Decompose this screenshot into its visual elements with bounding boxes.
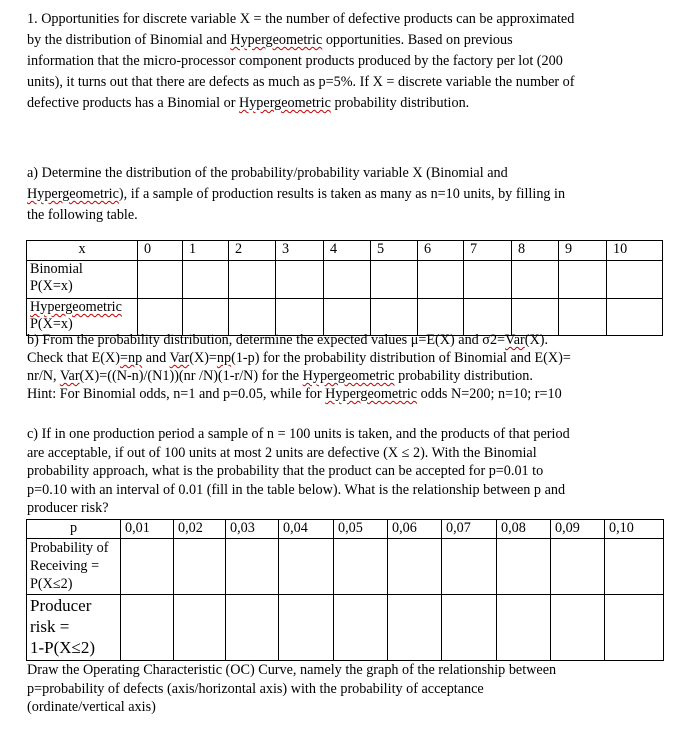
table-cell[interactable] [442, 539, 497, 595]
table-cell[interactable] [183, 261, 229, 299]
table1-col-8: 8 [512, 241, 559, 261]
qc-line-3: probability approach, what is the probability that the product can be accepted for p=0.01 to [27, 463, 544, 479]
qb-line-2 [27, 349, 655, 367]
qb-line-4c: odds N=200; n=10; r=10 [417, 386, 562, 402]
table1-row-hypergeometric [27, 299, 663, 336]
hypergeometric-label-line-2: P(X=x) [30, 316, 73, 332]
table-cell[interactable] [276, 261, 324, 299]
table2-row-producer-risk [27, 595, 664, 661]
oc-table [26, 519, 664, 661]
qd-line-3: (ordinate/vertical axis) [27, 699, 156, 715]
qc-line-4: p=0.10 with an interval of 0.01 (fill in the table below). What is the relationship between p and [27, 481, 566, 498]
table-cell[interactable] [229, 299, 276, 336]
table1-col-5: 5 [371, 241, 418, 261]
table-cell[interactable] [174, 595, 226, 661]
q1-hypergeometric-1: Hypergeometric [230, 32, 323, 48]
table-cell[interactable] [607, 299, 663, 336]
qc-line-1: c) If in one production period a sample of n = 100 units is taken, and the products of that period [27, 426, 570, 442]
table-cell[interactable] [226, 595, 279, 661]
table-cell[interactable] [464, 261, 512, 299]
table2-col-5: 0,05 [334, 520, 388, 539]
table1-col-4: 4 [324, 241, 371, 261]
table2-row-probability [27, 539, 664, 595]
prob-label-line-3: P(X≤2) [30, 576, 73, 592]
q1-line-3: information that the micro-processor component products produced by the factory per lot (200 [27, 53, 563, 69]
prob-label-line-2: Receiving = [30, 558, 100, 574]
qc-line-5: producer risk? [27, 500, 109, 516]
table2-col-1: 0,01 [121, 520, 174, 539]
table-cell[interactable] [121, 595, 174, 661]
table-cell[interactable] [226, 539, 279, 595]
table2-col-7: 0,07 [442, 520, 497, 539]
qb-line-1 [27, 331, 655, 349]
table-cell[interactable] [138, 299, 183, 336]
table-cell[interactable] [551, 595, 605, 661]
q1-line-5 [27, 93, 655, 114]
qd-line-1: Draw the Operating Characteristic (OC) Curve, namely the graph of the relationship between [27, 662, 557, 678]
table2-header-label: p [27, 520, 121, 539]
qd-line-2: p=probability of defects (axis/horizontal axis) with the probability of acceptance [27, 680, 484, 697]
table-cell[interactable] [388, 539, 442, 595]
table-cell[interactable] [605, 595, 664, 661]
table-cell[interactable] [512, 261, 559, 299]
table-cell[interactable] [183, 299, 229, 336]
table1-col-1: 1 [183, 241, 229, 261]
binomial-label-line-1: Binomial [30, 261, 83, 277]
prob-label-line-1: Probability of [30, 540, 109, 556]
table2-probability-label [27, 539, 121, 595]
table1-col-0: 0 [138, 241, 183, 261]
table-cell[interactable] [138, 261, 183, 299]
qc-line-2: are acceptable, if out of 100 units at most 2 units are defective (X ≤ 2). With the Binomial [27, 444, 537, 461]
table1-col-9: 9 [559, 241, 607, 261]
table1-col-7: 7 [464, 241, 512, 261]
qb-var-2: Var [169, 350, 190, 366]
table-cell[interactable] [497, 539, 551, 595]
qb-line-2c: and [142, 350, 170, 366]
table1-binomial-label [27, 261, 138, 299]
qa-line-3: the following table. [27, 207, 138, 223]
table-cell[interactable] [334, 539, 388, 595]
table2-col-10: 0,10 [605, 520, 664, 539]
table-cell[interactable] [497, 595, 551, 661]
table-cell[interactable] [607, 261, 663, 299]
table-cell[interactable] [551, 539, 605, 595]
risk-label-line-2: risk = [30, 617, 70, 636]
table-cell[interactable] [559, 299, 607, 336]
table1-header-row [27, 241, 663, 261]
table1-col-10: 10 [607, 241, 663, 261]
table1-col-2: 2 [229, 241, 276, 261]
qb-line-4a: Hint: For Binomial odds, n=1 and p=0.05, while for [27, 386, 326, 402]
qb-hypergeometric-1: Hypergeometric [302, 368, 395, 384]
table-cell[interactable] [464, 299, 512, 336]
qb-var-1: Var [505, 332, 525, 348]
table-cell[interactable] [605, 539, 664, 595]
q1-line-2c: opportunities. Based on previous [322, 32, 513, 48]
table-cell[interactable] [559, 261, 607, 299]
table2-producer-risk-label [27, 595, 121, 661]
table-cell[interactable] [279, 595, 334, 661]
table-cell[interactable] [371, 299, 418, 336]
q1-line-4: units), it turns out that there are defects as much as p=5%. If X = discrete variable the number of [27, 74, 575, 90]
table1-row-binomial [27, 261, 663, 299]
part-b-text [27, 331, 655, 403]
table-cell[interactable] [418, 261, 464, 299]
qa-line-2 [27, 184, 655, 205]
table-cell[interactable] [334, 595, 388, 661]
table-cell[interactable] [324, 299, 371, 336]
table-cell[interactable] [442, 595, 497, 661]
q1-line-2a: by the distribution of Binomial and [27, 32, 231, 48]
q1-line-2 [27, 30, 655, 51]
table-cell[interactable] [324, 261, 371, 299]
part-d-text [27, 661, 655, 717]
qb-np-2: np [216, 350, 232, 366]
table-cell[interactable] [279, 539, 334, 595]
qb-line-2a: Check that E(X) [27, 350, 120, 366]
qa-line-2b: ), if a sample of production results is taken as many as n=10 units, by filling in [118, 186, 566, 202]
q1-line-5a: defective products has a Binomial or [27, 95, 239, 111]
table2-col-4: 0,04 [279, 520, 334, 539]
table-cell[interactable] [418, 299, 464, 336]
part-a-text [27, 163, 655, 226]
table-cell[interactable] [388, 595, 442, 661]
table2-col-6: 0,06 [388, 520, 442, 539]
qb-line-1c: (X). [524, 332, 548, 348]
question-1-text [27, 9, 655, 114]
qb-line-3 [27, 367, 655, 385]
table1-hypergeometric-label [27, 299, 138, 336]
binomial-label-line-2: P(X=x) [30, 278, 73, 294]
risk-label-line-3: 1-P(X≤2) [30, 638, 96, 657]
table-cell[interactable] [512, 299, 559, 336]
distribution-table [26, 240, 663, 336]
qa-line-1: a) Determine the distribution of the probability/probability variable X (Binomial and [27, 165, 508, 181]
part-c-text [27, 425, 655, 518]
table2-col-3: 0,03 [226, 520, 279, 539]
table2-header-row [27, 520, 664, 539]
qb-line-3c: (X)=((N-n)/(N1))(nr /N)(1-r/N) for the [79, 368, 303, 384]
table1-col-6: 6 [418, 241, 464, 261]
table2-col-2: 0,02 [174, 520, 226, 539]
qb-line-1a: b) From the probability distribution, determine the expected values μ=E(X) and σ2= [27, 332, 506, 348]
qb-np-1: =np [119, 350, 143, 366]
table2-col-9: 0,09 [551, 520, 605, 539]
table2-col-8: 0,08 [497, 520, 551, 539]
table-cell[interactable] [276, 299, 324, 336]
qb-hypergeometric-2: Hypergeometric [325, 386, 418, 402]
q1-line-1: 1. Opportunities for discrete variable X = the number of defective products can be approximated [27, 11, 575, 27]
qb-line-2g: (1-p) for the probability distribution of Binomial and E(X)= [231, 350, 571, 366]
hypergeometric-label-line-1: Hypergeometric [30, 299, 122, 315]
q1-hypergeometric-2: Hypergeometric [238, 95, 331, 111]
risk-label-line-1: Producer [30, 596, 92, 615]
table1-header-label: x [27, 241, 138, 261]
table1-col-3: 3 [276, 241, 324, 261]
table-cell[interactable] [121, 539, 174, 595]
table-cell[interactable] [174, 539, 226, 595]
qb-line-4 [27, 385, 655, 403]
qb-line-2e: (X)= [189, 350, 217, 366]
qa-hypergeometric: Hypergeometric [27, 186, 119, 202]
table-cell[interactable] [371, 261, 418, 299]
qb-line-3e: probability distribution. [394, 368, 533, 384]
q1-line-5c: probability distribution. [330, 95, 470, 111]
table-cell[interactable] [229, 261, 276, 299]
qb-var-3: Var [59, 368, 80, 384]
qb-line-3a: nr/N, [27, 368, 60, 384]
